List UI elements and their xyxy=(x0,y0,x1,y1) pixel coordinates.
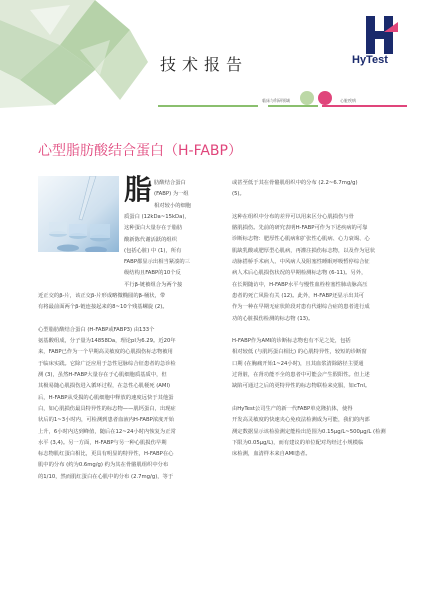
text-line: 平行β-链被组合为两个接 xyxy=(124,281,183,288)
text-line: (FABP) 为一组 xyxy=(154,191,189,198)
text-line: 功的心脏损伤检测的标志物 (13)。 xyxy=(232,315,314,322)
text-line: 口期 (在胸痛开始1~24小时)，且其血浆清除路径主要通 xyxy=(232,360,364,367)
text-line: (包括心脏) 中 (1)，所有 xyxy=(124,247,182,254)
text-line: 标志物肌红蛋白相比，更具有明显的特异性，H-FABP在心 xyxy=(38,451,174,458)
text-line: 在长期随访中，H-FABP水平与慢性血栓栓塞性肺动脉高压 xyxy=(232,281,368,288)
text-line: 诊断标志物：肥厚性心肌病和扩张性心肌病、心力衰竭、心 xyxy=(232,236,370,243)
text-line xyxy=(232,325,404,336)
text-line: 床检测，血清样本来自AMI患者。 xyxy=(232,451,311,458)
text-line: 肌中的分布 (约为0.6mg/g) 约为其在骨骼肌组织中分布 xyxy=(38,462,169,469)
logo-text: HyTest xyxy=(352,54,388,66)
text-line: 于临床实践。它除广泛应用于急性冠脉综合征患者的急诊检 xyxy=(38,360,176,367)
heart-icon xyxy=(318,91,332,105)
text-line: 白，如心肌损伤最具特异性的标志物——肌钙蛋白，出现症 xyxy=(38,405,176,412)
text-line: 患者的死亡风险有关 (12)。此外，H-FABP还显示出其可 xyxy=(232,292,365,299)
tab-underline-mid xyxy=(268,105,318,107)
text-line: 作为一种在早期无症状阶段对患有代谢综合症的患者进行成 xyxy=(232,304,370,311)
text-line: 测定数据显示该检验测定能检出范围为0.15μg/L~500μg/L (检测 xyxy=(232,428,386,435)
text-line: 质蛋白 (12kDa~15kDa)， xyxy=(124,214,190,220)
text-line: 氨基酸组成，分子量为14858Da，理论pI为6.29。近20年 xyxy=(38,338,176,345)
text-line: 下限为0.05μg/L)，而有建议的单位配对均经过小规模临 xyxy=(232,439,364,446)
tab-underline-right xyxy=(322,105,407,107)
text-line: 肌缺乳酸或肥厚型心肌病，再灌注损伤标志物，以及作为冠状 xyxy=(232,247,376,254)
text-line: (5)。 xyxy=(232,191,245,198)
tab-underline-left xyxy=(158,105,258,107)
text-line: 这种蛋白大量存在于脂肪 xyxy=(124,225,183,232)
text-line: 后，H-FABP从受损的心肌细胞中释放的速度远快于其他蛋 xyxy=(38,394,174,401)
text-line: 这种在组织中分布的差异可以用来区分心肌损伤与骨 xyxy=(232,213,354,220)
text-line: 状后的1~3小时内，可检测到患者血液内H-FABP浓度开始 xyxy=(38,417,175,424)
right-column xyxy=(232,178,404,460)
text-line: 过肾脏，在肾功能不全的患者中可能会产生假阳性。但上述 xyxy=(232,372,370,379)
tab-label-right: 心脏疾病 xyxy=(340,98,356,103)
text-line: 近正交的β-片，该正交β-片形成略微椭圆的β-桶状，带 xyxy=(38,293,166,299)
text-line: 缺陷可通过之后的更特异性的标志物联检来克服，如cTnI。 xyxy=(232,383,371,390)
intro-text-wide xyxy=(124,212,210,291)
dropcap: 脂 xyxy=(124,173,153,206)
header-title: 技术报告 xyxy=(160,55,249,74)
text-line: 由HyTest公司生产的新一代FABP单克隆抗体，使得 xyxy=(232,405,353,412)
text-line: 级结构且FABP的10个反 xyxy=(124,270,181,277)
text-line: 心型脂肪酸结合蛋白 (H-FABP或FABP3) 由133个 xyxy=(38,326,155,333)
text-line: 或甚至低于其在骨骼肌组织中的分布 (2.2~6.7mg/g) xyxy=(232,180,358,186)
text-line: 其极易随心肌损伤进入循环过程，在急性心肌梗死 (AMI) xyxy=(38,383,171,390)
text-line: FABP都显示出相当紧凑的三 xyxy=(124,259,190,266)
intro-text xyxy=(154,178,210,212)
header-decoration xyxy=(0,0,150,108)
text-line: 测 (3)，虽然H-FABP大量存在于心肌细胞质基质中，但 xyxy=(38,372,167,379)
lab-icon xyxy=(300,91,314,105)
text-line: 酸新陈代谢活跃的组织 xyxy=(124,236,177,243)
left-column xyxy=(38,291,210,483)
text-line: 相对较低 (与肌钙蛋白相比) 的心肌特异性，较短的诊断窗 xyxy=(232,349,367,356)
text-line xyxy=(232,201,404,212)
text-line: 水平 (3,4)。另一方面，H-FABP与另一种心肌损伤早期 xyxy=(38,439,167,446)
text-line: 病人术后心肌损伤状况的早期检测标志物 (6-11)。另外， xyxy=(232,270,367,277)
text-line: 肪酸结合蛋白 xyxy=(154,180,186,186)
text-line: 开发高灵敏度的快速夹心免疫法检测成为可能，我们的内部 xyxy=(232,417,370,424)
text-line xyxy=(232,393,404,404)
lab-photo xyxy=(38,176,119,252)
text-line: 动脉搭桥手术病人、中风病人及阻塞性睡眠呼吸暂停综合征 xyxy=(232,259,370,266)
text-line: 骼肌损伤。先前的研究表明H-FABP可作为下述疾病的可靠 xyxy=(232,225,368,232)
tab-label-left: 临床与科研领域 xyxy=(262,98,290,103)
text-line: 有将最前面两个β-链连接起来的8~10个残基螺旋 (2)。 xyxy=(38,304,168,311)
text-line: 来，FABP已作为一个早期高灵敏度的心肌损伤标志物被用 xyxy=(38,349,173,356)
text-line: 的1/10，然而肌红蛋白在心肌中的分布 (2.7mg/g)，等于 xyxy=(38,473,174,480)
text-line: 相对较小的细胞 xyxy=(154,202,192,209)
text-line xyxy=(38,314,210,325)
text-line: 上升，6小时内达到峰值，随后在12~24小时内恢复为正常 xyxy=(38,428,176,435)
text-line: H-FABP作为AMI的诊断标志物也有不足之处，包括 xyxy=(232,338,351,345)
article-title: 心型脂肪酸结合蛋白（H-FABP） xyxy=(38,143,242,159)
